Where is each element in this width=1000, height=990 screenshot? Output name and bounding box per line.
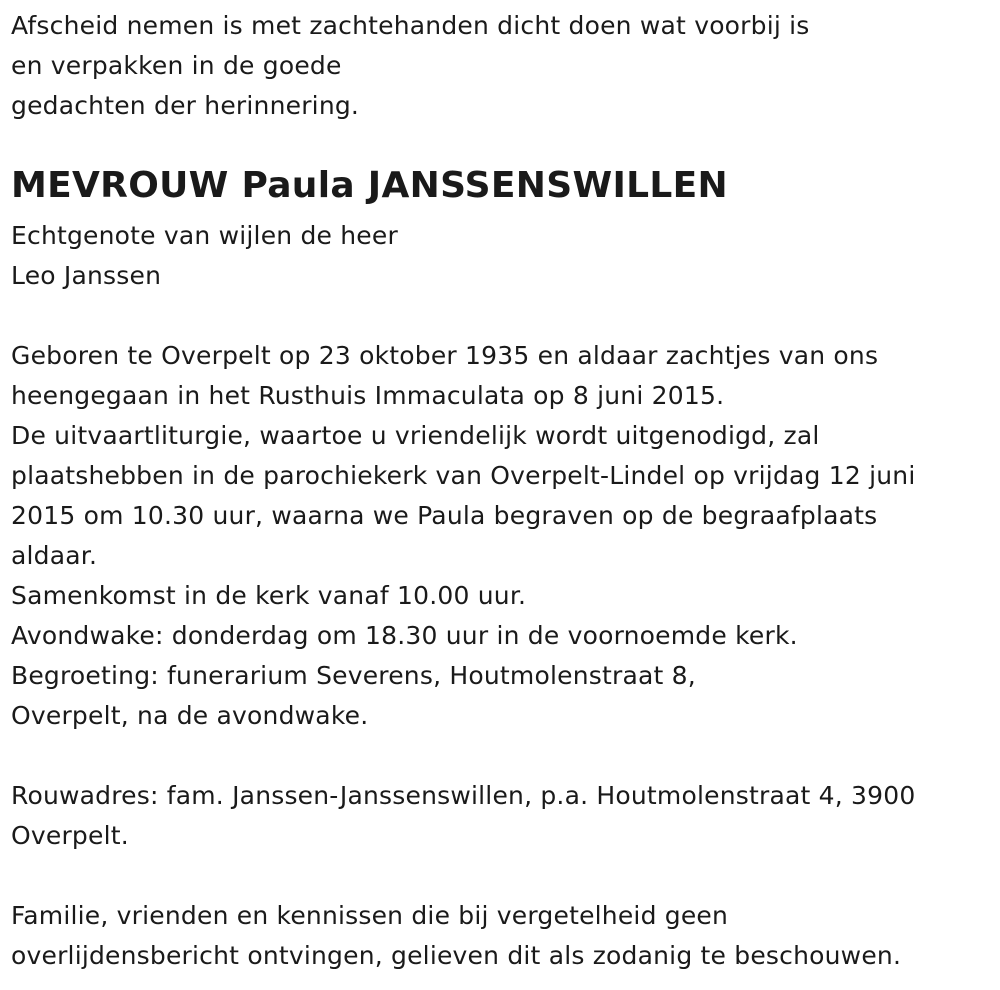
details-line: De uitvaartliturgie, waartoe u vriendelijk wordt uitgenodigd, zal bbox=[11, 421, 820, 450]
spacer bbox=[11, 856, 1000, 896]
details-line: Begroeting: funerarium Severens, Houtmolenstraat 8, bbox=[11, 661, 696, 690]
details-line: aldaar. bbox=[11, 541, 98, 570]
spacer bbox=[11, 296, 1000, 336]
details-line: heengegaan in het Rusthuis Immaculata op 8 juni 2015. bbox=[11, 381, 725, 410]
closing-line: Familie, vrienden en kennissen die bij vergetelheid geen bbox=[11, 901, 729, 930]
details-line: Overpelt, na de avondwake. bbox=[11, 701, 369, 730]
spacer bbox=[11, 736, 1000, 776]
details-line: Samenkomst in de kerk vanaf 10.00 uur. bbox=[11, 581, 527, 610]
spouse-line: Echtgenote van wijlen de heer bbox=[11, 221, 398, 250]
poem-block bbox=[11, 6, 1000, 126]
address-block bbox=[11, 776, 1000, 856]
closing-line: overlijdensbericht ontvingen, gelieven dit als zodanig te beschouwen. bbox=[11, 941, 902, 970]
poem-line: gedachten der herinnering. bbox=[11, 91, 360, 120]
address-line: Rouwadres: fam. Janssen-Janssenswillen, p.a. Houtmolenstraat 4, 3900 bbox=[11, 781, 916, 810]
details-line: Avondwake: donderdag om 18.30 uur in de voornoemde kerk. bbox=[11, 621, 798, 650]
spouse-block bbox=[11, 216, 1000, 296]
deceased-name: MEVROUW Paula JANSSENSWILLEN bbox=[11, 165, 728, 206]
poem-line: Afscheid nemen is met zachtehanden dicht doen wat voorbij is bbox=[11, 11, 810, 40]
spouse-line: Leo Janssen bbox=[11, 261, 162, 290]
closing-block bbox=[11, 896, 1000, 976]
poem-line: en verpakken in de goede bbox=[11, 51, 342, 80]
details-line: 2015 om 10.30 uur, waarna we Paula begraven op de begraafplaats bbox=[11, 501, 878, 530]
details-line: plaatshebben in de parochiekerk van Overpelt-Lindel op vrijdag 12 juni bbox=[11, 461, 916, 490]
address-line: Overpelt. bbox=[11, 821, 129, 850]
details-line: Geboren te Overpelt op 23 oktober 1935 en aldaar zachtjes van ons bbox=[11, 341, 879, 370]
details-block bbox=[11, 336, 1000, 736]
